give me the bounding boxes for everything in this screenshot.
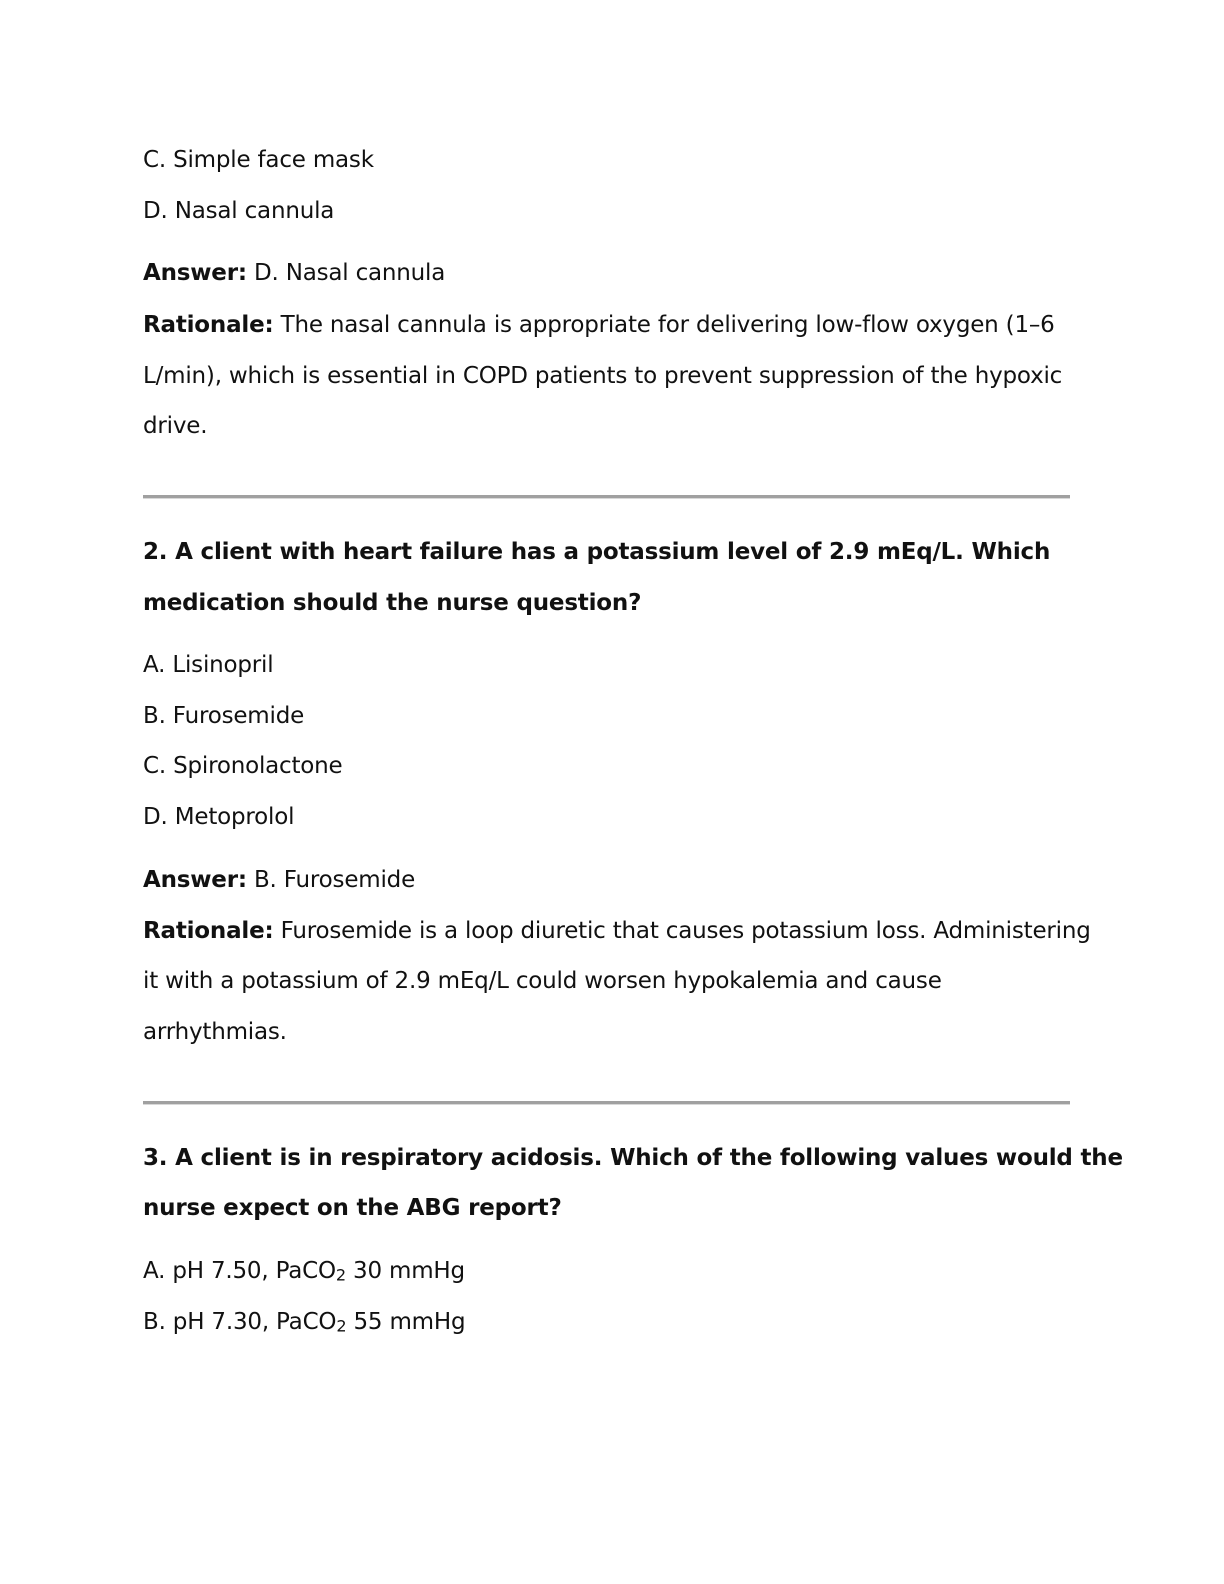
rationale-text: Furosemide is a loop diuretic that causes potassium loss. Administering — [273, 918, 1091, 944]
q1-rationale-line2: L/min), which is essential in COPD patients to prevent suppression of the hypoxic — [143, 363, 1063, 389]
rationale-label: Rationale: — [143, 312, 274, 338]
q2-rationale-line1 — [143, 916, 1091, 946]
q2-answer — [143, 865, 415, 895]
q2-option-a: A. Lisinopril — [143, 652, 274, 678]
rationale-label: Rationale: — [143, 918, 274, 944]
option-b-prefix: B. pH 7.30, PaCO — [143, 1309, 337, 1335]
option-b-subscript: 2 — [336, 1316, 347, 1336]
q2-question-line2: medication should the nurse question? — [143, 590, 642, 616]
q2-option-d: D. Metoprolol — [143, 804, 295, 830]
q1-option-c: C. Simple face mask — [143, 147, 374, 173]
rationale-text: The nasal cannula is appropriate for delivering low-flow oxygen (1–6 — [273, 312, 1055, 338]
answer-value: B. Furosemide — [246, 867, 416, 893]
q2-rationale-line3: arrhythmias. — [143, 1019, 287, 1045]
q2-question-line1: 2. A client with heart failure has a potassium level of 2.9 mEq/L. Which — [143, 539, 1051, 565]
section-divider — [143, 495, 1070, 499]
q1-rationale-line1 — [143, 310, 1055, 340]
option-a-subscript: 2 — [335, 1265, 346, 1285]
q2-option-b: B. Furosemide — [143, 703, 305, 729]
answer-label: Answer: — [143, 260, 247, 286]
q1-rationale-line3: drive. — [143, 413, 208, 439]
q2-option-c: C. Spironolactone — [143, 753, 343, 779]
q3-option-a — [143, 1256, 465, 1286]
q1-option-d: D. Nasal cannula — [143, 198, 335, 224]
option-b-suffix: 55 mmHg — [346, 1309, 466, 1335]
section-divider — [143, 1101, 1070, 1105]
option-a-suffix: 30 mmHg — [345, 1258, 465, 1284]
q3-option-b — [143, 1307, 465, 1337]
answer-label: Answer: — [143, 867, 247, 893]
answer-value: D. Nasal cannula — [246, 260, 446, 286]
q3-question-line2: nurse expect on the ABG report? — [143, 1195, 562, 1221]
q1-answer — [143, 258, 445, 288]
q3-question-line1: 3. A client is in respiratory acidosis. Which of the following values would the — [143, 1145, 1123, 1171]
option-a-prefix: A. pH 7.50, PaCO — [143, 1258, 336, 1284]
q2-rationale-line2: it with a potassium of 2.9 mEq/L could worsen hypokalemia and cause — [143, 968, 942, 994]
